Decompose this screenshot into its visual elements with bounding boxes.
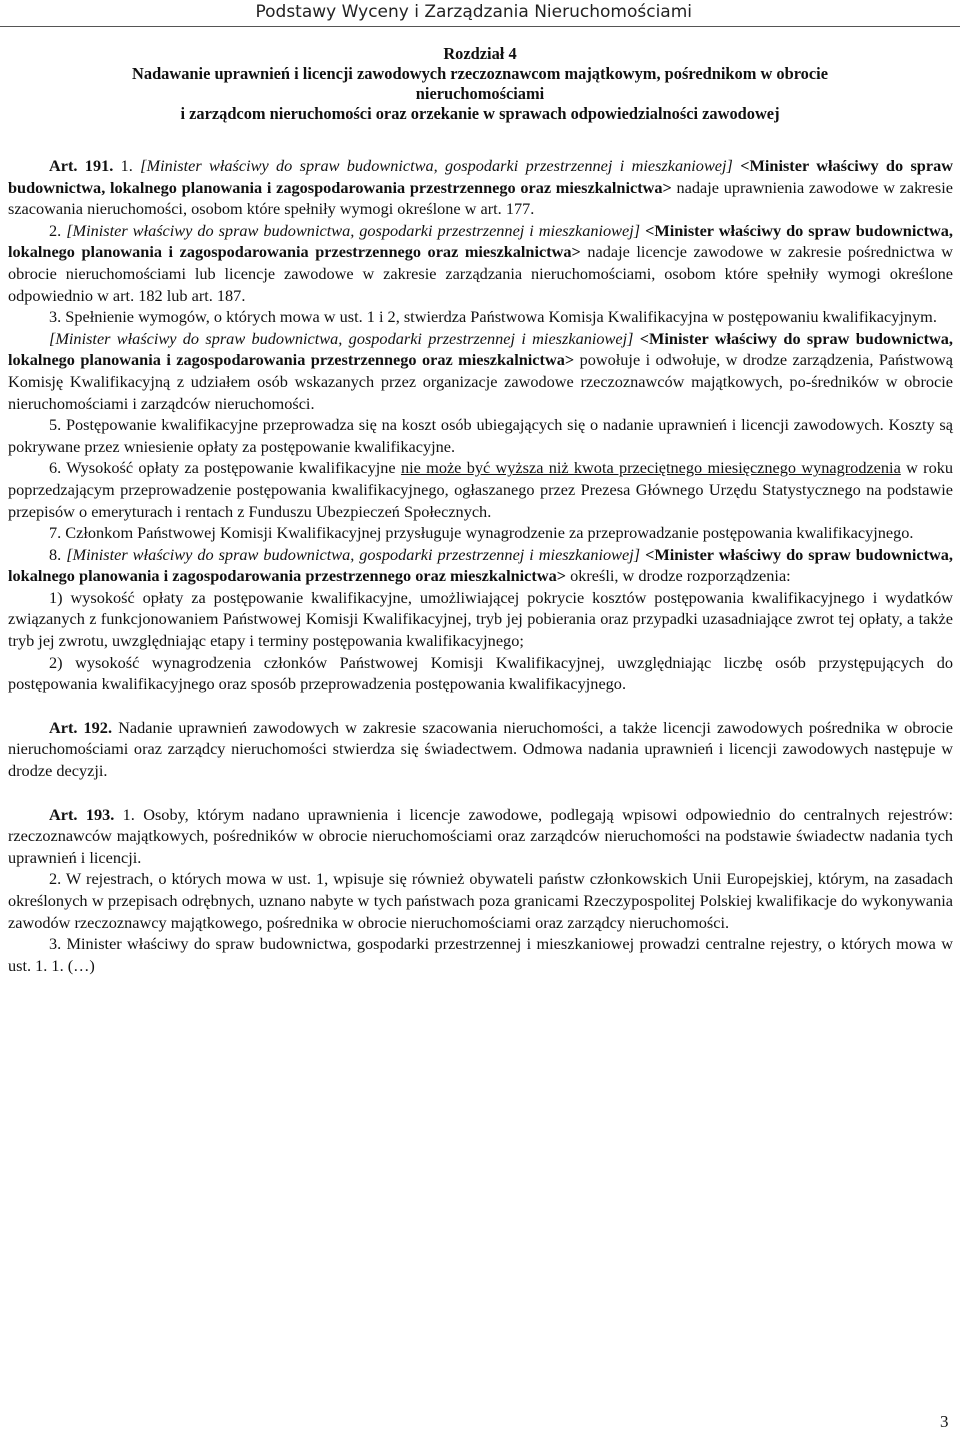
art193-paragraph-1	[8, 804, 953, 869]
art191-paragraph-8-point-1: 1) wysokość opłaty za postępowanie kwalifikacyjne, umożliwiającej pokrycie kosztów postępowania kwalifikacyjnego i wydatków związanych z funkcjonowaniem Państwowej Komisji Kwalifikacyjnej, tryb jej pobierania oraz przypadki uzasadniające zwrot tej opłaty, a także tryb jej zwrotu, uwzględniając etapy i terminy postępowania kwalifikacyjnego;	[8, 587, 953, 651]
minister-old-text: [Minister właściwy do spraw budownictwa, gospodarki przestrzennej i mieszkaniowej]	[66, 544, 641, 564]
running-header-title: Podstawy Wyceny i Zarządzania Nieruchomościami	[255, 2, 692, 22]
running-header	[0, 0, 960, 24]
art193-paragraph-2: 2. W rejestrach, o których mowa w ust. 1, wpisuje się również obywateli państw członkowskich Unii Europejskiej, którym, na zasadach określonych w przepisach odrębnych, uznano nabyte w tych państwach poza granicami Rzeczypospolitej Polskiej kwalifikacje do wykonywania zawodów rzeczoznawcy majątkowego, pośrednika w obrocie nieruchomościami oraz zarządcy nieruchomości.	[8, 869, 953, 932]
art192-text: Nadanie uprawnień zawodowych w zakresie szacowania nieruchomości, a także licencji zawodowych pośrednika w obrocie nieruchomościami oraz zarządcy nieruchomości stwierdza się świadectwem. Odmowa nadania uprawnień i licencji zawodowych następuje w drodze decyzji.	[8, 717, 954, 781]
chapter-title-line-1: Nadawanie uprawnień i licencji zawodowych rzeczoznawcom majątkowym, pośrednikom w obrocie	[132, 64, 828, 83]
art191-p8-text: określi, w drodze rozporządzenia:	[570, 566, 791, 586]
art191-p2-number: 2.	[49, 220, 62, 240]
document-body	[8, 155, 953, 976]
minister-old-text: [Minister właściwy do spraw budownictwa, gospodarki przestrzennej i mieszkaniowej]	[49, 328, 634, 348]
chapter-title-line-2: nieruchomościami	[415, 84, 545, 103]
minister-new-text: <Minister właściwy do spraw budownictwa, lokalnego planowania i zagospodarowania przestrzennego oraz mieszkalnictwa>	[8, 220, 954, 262]
page-number: 3	[940, 1412, 949, 1431]
chapter-title-line-3: i zarządcom nieruchomości oraz orzekanie w sprawach odpowiedzialności zawodowej	[180, 104, 780, 123]
art191-p6-before: 6. Wysokość opłaty za postępowanie kwalifikacyjne	[49, 458, 401, 478]
art191-p6-after: w roku poprzedzającym przeprowadzenie postępowania kwalifikacyjnego, ogłaszanego przez Prezesa Głównego Urzędu Statystycznego na podstawie przepisów o emeryturach i rentach z Funduszu Ubezpieczeń Społecznych.	[8, 458, 954, 521]
chapter-title	[0, 44, 960, 124]
minister-old-text: [Minister właściwy do spraw budownictwa, gospodarki przestrzennej i mieszkaniowej]	[140, 156, 733, 175]
chapter-label: Rozdział 4	[443, 44, 517, 63]
spacer	[8, 695, 953, 717]
art191-p1-text: nadaje uprawnienia zawodowe w zakresie szacowania nieruchomości, osobom które spełniły wymogi określone w art. 177.	[8, 177, 953, 219]
art193-heading: Art. 193.	[49, 804, 115, 824]
art191-paragraph-2	[8, 220, 953, 306]
art193-p1-text: 1. Osoby, którym nadano uprawnienia i licencje zawodowe, podlegają wpisowi odpowiednio do centralnych rejestrów: rzeczoznawców majątkowych, pośredników w obrocie nieruchomościami oraz zarządców nieruchomości na podstawie świadectw nadania tych uprawnień i licencji.	[8, 804, 953, 867]
minister-new-text: <Minister właściwy do spraw budownictwa, lokalnego planowania i zagospodarowania przestrzennego oraz mieszkalnictwa>	[8, 328, 953, 370]
art191-heading: Art. 191.	[49, 156, 114, 175]
art192-paragraph	[8, 717, 953, 782]
art191-paragraph-1	[8, 155, 953, 220]
art191-paragraph-6	[8, 457, 953, 522]
minister-new-text: <Minister właściwy do spraw budownictwa, lokalnego planowania i zagospodarowania przestrzennego oraz mieszkalnictwa>	[8, 156, 953, 197]
art191-paragraph-5: 5. Postępowanie kwalifikacyjne przeprowadza się na koszt osób ubiegających się o nadanie uprawnień i licencji zawodowych. Koszty są pokrywane przez wniesienie opłaty za postępowanie kwalifikacyjne.	[8, 415, 953, 456]
art191-paragraph-4	[8, 328, 953, 414]
art191-p4-text: powołuje i odwołuje, w drodze zarządzenia, Państwową Komisję Kwalifikacyjną z udziałem osób wskazanych przez organizacje zawodowe rzeczoznawców majątkowych, po-średników w obrocie nieruchomościami i zarządców nieruchomości.	[8, 350, 954, 413]
minister-old-text: [Minister właściwy do spraw budownictwa, gospodarki przestrzennej i mieszkaniowej]	[66, 220, 641, 240]
art191-paragraph-8	[8, 544, 953, 587]
art192-heading: Art. 192.	[49, 717, 113, 737]
art191-paragraph-7: 7. Członkom Państwowej Komisji Kwalifikacyjnej przysługuje wynagrodzenie za przeprowadzanie postępowania kwalifikacyjnego.	[49, 523, 914, 543]
art191-p2-text: nadaje licencje zawodowe w zakresie pośrednictwa w obrocie nieruchomościami lub licencje zawodowe w zakresie zarządzania nieruchomościami, osobom które spełniły wymogi określone odpowiednio w art. 182 lub art. 187.	[8, 242, 953, 305]
art191-paragraph-8-point-2: 2) wysokość wynagrodzenia członków Państwowej Komisji Kwalifikacyjnej, uwzględniając liczbę osób przystępujących do postępowania kwalifikacyjnego oraz sposób przeprowadzenia postępowania kwalifikacyjnego.	[8, 652, 953, 694]
art191-p1-number: 1.	[120, 156, 133, 175]
spacer	[8, 782, 953, 804]
art191-paragraph-3: 3. Spełnienie wymogów, o których mowa w ust. 1 i 2, stwierdza Państwowa Komisja Kwalifikacyjna w postępowaniu kwalifikacyjnym.	[49, 307, 937, 327]
art193-paragraph-3: 3. Minister właściwy do spraw budownictwa, gospodarki przestrzennej i mieszkaniowej prowadzi centralne rejestry, o których mowa w ust. 1. 1. (…)	[8, 934, 953, 975]
art191-p6-underlined: nie może być wyższa niż kwota przeciętnego miesięcznego wynagrodzenia	[400, 458, 901, 478]
art191-p8-number: 8.	[49, 544, 62, 564]
minister-new-text: <Minister właściwy do spraw budownictwa, lokalnego planowania i zagospodarowania przestrzennego oraz mieszkalnictwa>	[8, 544, 954, 586]
header-rule	[0, 26, 960, 27]
